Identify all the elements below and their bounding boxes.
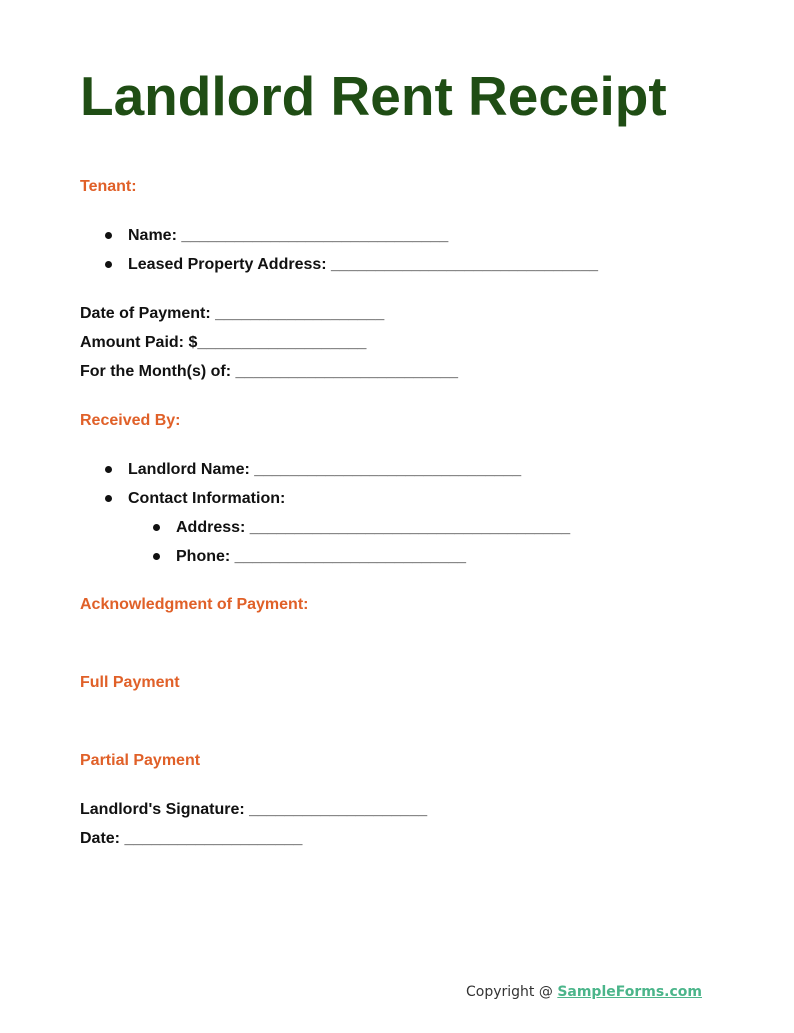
bullet-icon: [105, 466, 112, 473]
bullet-icon: [105, 232, 112, 239]
landlord-signature-field[interactable]: Landlord's Signature: ____________________: [80, 801, 428, 818]
copyright-footer: [466, 983, 702, 1001]
tenant-address-field[interactable]: Leased Property Address: ______________________________: [128, 256, 598, 273]
landlord-phone-field[interactable]: Phone: __________________________: [176, 548, 467, 565]
copyright-prefix: Copyright @: [466, 984, 558, 1000]
months-field[interactable]: For the Month(s) of: _________________________: [80, 363, 458, 380]
page-title: Landlord Rent Receipt: [80, 65, 667, 127]
contact-info-label: Contact Information:: [128, 490, 286, 507]
amount-paid-field[interactable]: Amount Paid: $___________________: [80, 334, 367, 351]
signature-date-field[interactable]: Date: ____________________: [80, 830, 303, 847]
sampleforms-link[interactable]: SampleForms.com: [557, 984, 703, 1000]
full-payment-option[interactable]: Full Payment: [80, 674, 180, 691]
landlord-name-field[interactable]: Landlord Name: ______________________________: [128, 461, 522, 478]
payment-date-field[interactable]: Date of Payment: ___________________: [80, 305, 385, 322]
bullet-icon: [153, 553, 160, 560]
bullet-icon: [105, 495, 112, 502]
acknowledgment-heading: Acknowledgment of Payment:: [80, 596, 309, 613]
tenant-heading: Tenant:: [80, 178, 137, 195]
tenant-name-field[interactable]: Name: ______________________________: [128, 227, 449, 244]
landlord-address-field[interactable]: Address: ____________________________________: [176, 519, 571, 536]
bullet-icon: [105, 261, 112, 268]
received-by-heading: Received By:: [80, 412, 181, 429]
partial-payment-option[interactable]: Partial Payment: [80, 752, 201, 769]
bullet-icon: [153, 524, 160, 531]
